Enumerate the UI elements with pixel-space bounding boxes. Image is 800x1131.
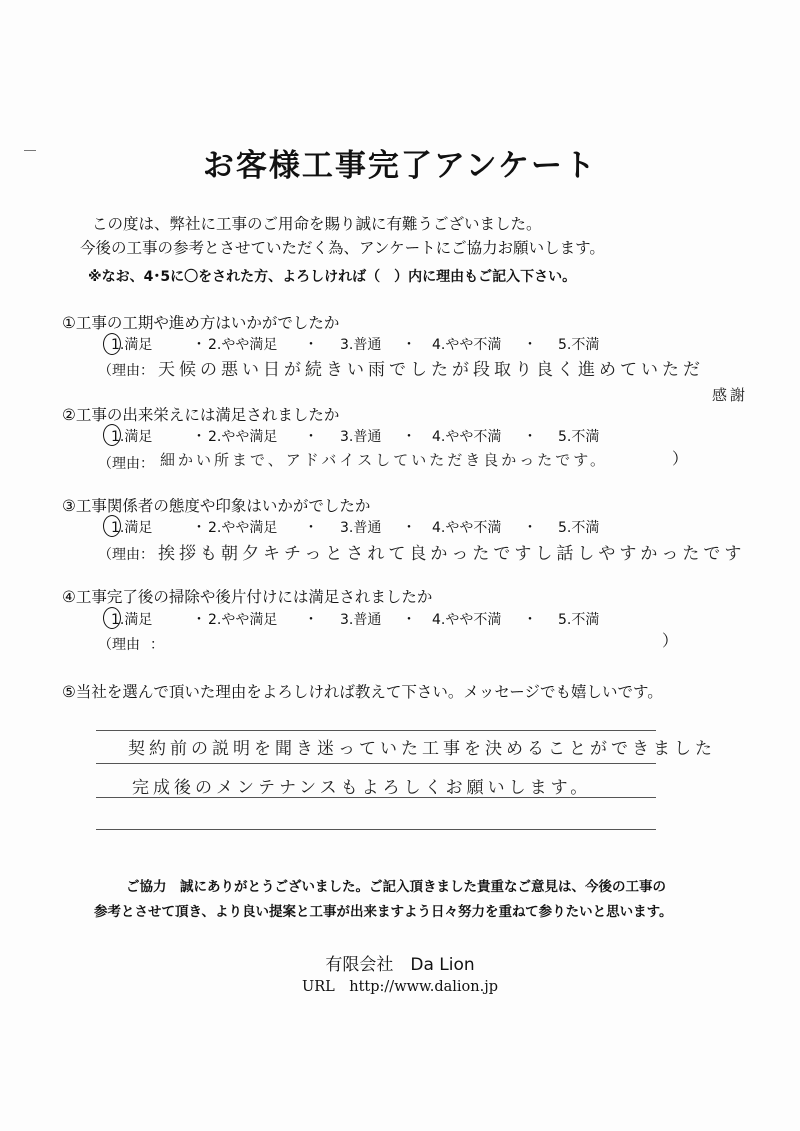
option-separator: ・ — [402, 520, 416, 536]
handwritten-answer: 細かい所まで、アドバイスしていただき良かったです。 — [160, 451, 609, 469]
option-4[interactable]: 4.やや不満 — [432, 429, 502, 445]
option-separator: ・ — [523, 337, 537, 353]
option-separator: ・ — [304, 520, 318, 536]
survey-title: お客様工事完了アンケート — [202, 148, 598, 184]
handwritten-answer-line-1: 契約前の説明を聞き迷っていた工事を決めることができました — [128, 739, 716, 759]
thanks-line-2: 参考とさせて頂き、より良い提案と工事が出来ますよう日々努力を重ねて参りたいと思います。 — [94, 904, 673, 920]
reason-label: （理由： — [98, 363, 154, 379]
option-separator: ・ — [523, 429, 537, 445]
reason-colon: ： — [150, 637, 164, 653]
intro-note: ※なお、4･5に〇をされた方、よろしければ（ ）内に理由もご記入下さい。 — [88, 269, 577, 285]
option-5[interactable]: 5.不満 — [558, 612, 600, 628]
option-2[interactable]: 2.やや満足 — [208, 612, 278, 628]
option-3[interactable]: 3.普通 — [340, 520, 382, 536]
company-name: 有限会社 Da Lion — [325, 955, 475, 975]
option-4[interactable]: 4.やや不満 — [432, 612, 502, 628]
option-3[interactable]: 3.普通 — [340, 612, 382, 628]
option-1[interactable]: 1.満足 — [111, 337, 153, 353]
option-separator: ・ — [523, 520, 537, 536]
option-separator: ・ — [402, 612, 416, 628]
option-separator: ・ — [192, 520, 206, 536]
reason-label: （理由： — [98, 547, 154, 563]
answer-rule — [96, 763, 656, 764]
option-separator: ・ — [192, 337, 206, 353]
answer-rule — [96, 829, 656, 830]
answer-rule — [96, 730, 656, 731]
handwritten-answer-cont: 感謝 — [712, 386, 749, 404]
option-5[interactable]: 5.不満 — [558, 520, 600, 536]
intro-line-1: この度は、弊社に工事のご用命を賜り誠に有難うございました。 — [92, 215, 542, 233]
handwritten-answer-line-2: 完成後のメンテナンスもよろしくお願いします。 — [132, 778, 592, 798]
option-separator: ・ — [304, 612, 318, 628]
option-5[interactable]: 5.不満 — [558, 429, 600, 445]
option-3[interactable]: 3.普通 — [340, 337, 382, 353]
option-separator: ・ — [192, 612, 206, 628]
option-separator: ・ — [192, 429, 206, 445]
option-5[interactable]: 5.不満 — [558, 337, 600, 353]
handwritten-answer: 天候の悪い日が続きい雨でしたが段取り良く進めていただ — [158, 360, 704, 380]
option-separator: ・ — [402, 429, 416, 445]
option-separator: ・ — [304, 429, 318, 445]
option-2[interactable]: 2.やや満足 — [208, 429, 278, 445]
question-text: ⑤当社を選んで頂いた理由をよろしければ教えて下さい。メッセージでも嬉しいです。 — [62, 683, 663, 701]
option-1[interactable]: 1.満足 — [111, 612, 153, 628]
question-text: ①工事の工期や進め方はいかがでしたか — [62, 314, 340, 332]
option-separator: ・ — [402, 337, 416, 353]
intro-line-2: 今後の工事の参考とさせていただく為、アンケートにご協力お願いします。 — [80, 239, 605, 257]
option-4[interactable]: 4.やや不満 — [432, 337, 502, 353]
question-text: ③工事関係者の態度や印象はいかがでしたか — [62, 497, 371, 515]
option-3[interactable]: 3.普通 — [340, 429, 382, 445]
option-separator: ・ — [523, 612, 537, 628]
option-2[interactable]: 2.やや満足 — [208, 520, 278, 536]
option-1[interactable]: 1.満足 — [111, 520, 153, 536]
thanks-line-1: ご協力 誠にありがとうございました。ご記入頂きました貴重なご意見は、今後の工事の — [126, 879, 666, 895]
option-1[interactable]: 1.満足 — [111, 429, 153, 445]
option-2[interactable]: 2.やや満足 — [208, 337, 278, 353]
reason-label: （理由 — [98, 637, 140, 653]
question-text: ②工事の出来栄えには満足されましたか — [62, 406, 340, 424]
company-url: URL http://www.dalion.jp — [302, 979, 498, 995]
reason-close-paren: ） — [672, 449, 689, 468]
option-4[interactable]: 4.やや不満 — [432, 520, 502, 536]
handwritten-answer: 挨拶も朝夕キチっとされて良かったですし話しやすかったです — [158, 544, 746, 564]
reason-close-paren: ） — [662, 631, 679, 650]
question-text: ④工事完了後の掃除や後片付けには満足されましたか — [62, 588, 433, 606]
reason-label: （理由： — [98, 456, 154, 472]
option-separator: ・ — [304, 337, 318, 353]
answer-rule — [96, 797, 656, 798]
